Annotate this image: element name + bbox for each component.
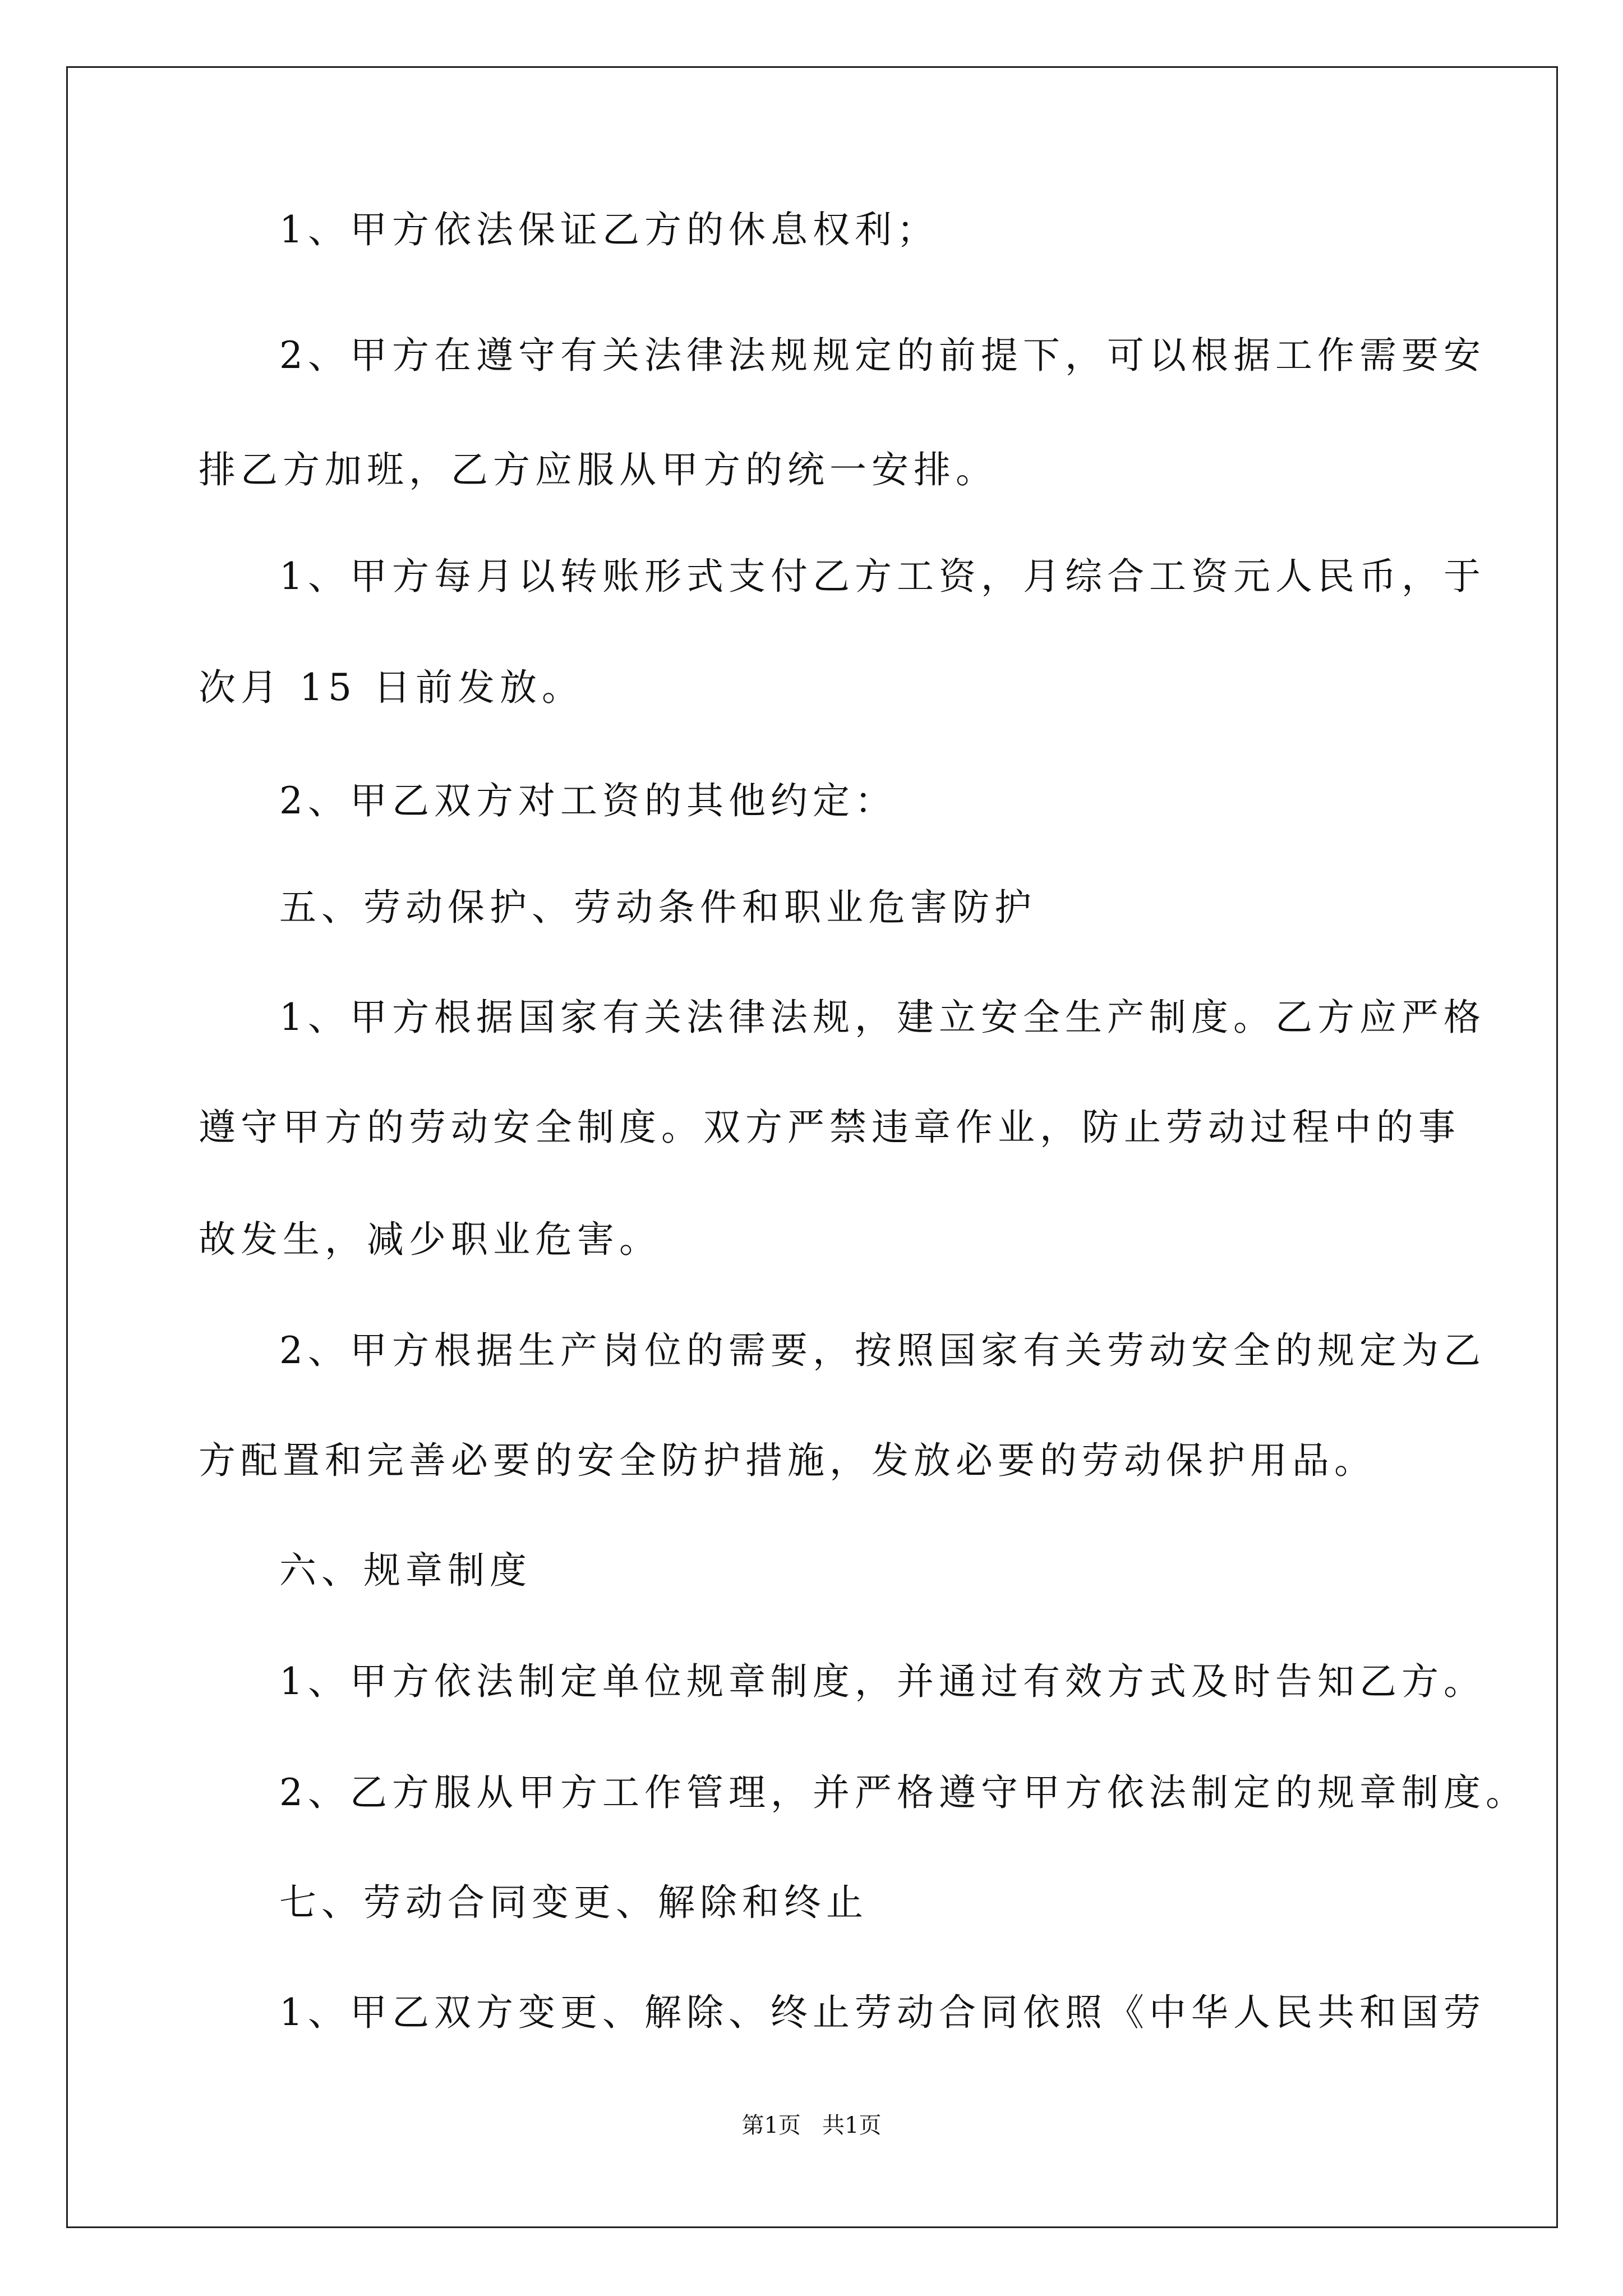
paragraph-line: 2、乙方服从甲方工作管理，并严格遵守甲方依法制定的规章制度。: [279, 1771, 1528, 1814]
paragraph-line: 2、甲方根据生产岗位的需要，按照国家有关劳动安全的规定为乙: [279, 1329, 1486, 1372]
paragraph-line: 1、甲方每月以转账形式支付乙方工资，月综合工资元人民币，于: [279, 555, 1486, 598]
paragraph-line: 排乙方加班，乙方应服从甲方的统一安排。: [199, 448, 998, 491]
page-number-footer: 第1页 共1页: [741, 2113, 882, 2138]
paragraph-line: 2、甲方在遵守有关法律法规规定的前提下，可以根据工作需要安: [279, 334, 1486, 377]
paragraph-line: 1、甲方依法制定单位规章制度，并通过有效方式及时告知乙方。: [279, 1660, 1486, 1703]
paragraph-line: 次月 15 日前发放。: [199, 666, 584, 709]
paragraph-line: 1、甲方根据国家有关法律法规，建立安全生产制度。乙方应严格: [279, 996, 1486, 1039]
section-heading: 七、劳动合同变更、解除和终止: [279, 1881, 868, 1924]
section-heading: 六、规章制度: [279, 1549, 532, 1592]
paragraph-line: 2、甲乙双方对工资的其他约定：: [279, 779, 897, 822]
paragraph-line: 1、甲方依法保证乙方的休息权利；: [279, 208, 939, 251]
section-heading: 五、劳动保护、劳动条件和职业危害防护: [279, 886, 1036, 929]
paragraph-line: 1、甲乙双方变更、解除、终止劳动合同依照《中华人民共和国劳: [279, 1991, 1486, 2034]
paragraph-line: 故发生，减少职业危害。: [199, 1218, 661, 1261]
paragraph-line: 遵守甲方的劳动安全制度。双方严禁违章作业，防止劳动过程中的事: [199, 1106, 1460, 1149]
paragraph-line: 方配置和完善必要的安全防护措施，发放必要的劳动保护用品。: [199, 1439, 1376, 1482]
